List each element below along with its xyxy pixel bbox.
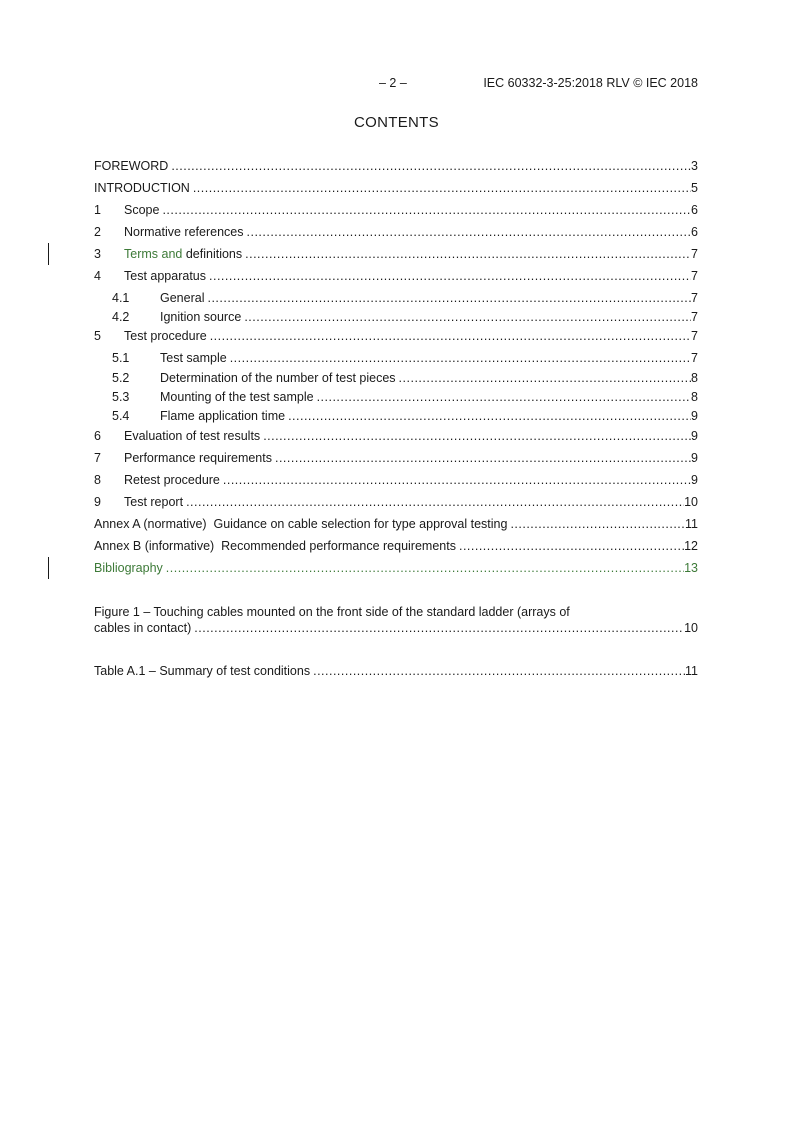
toc-entry-page: 6 xyxy=(691,203,698,217)
leader-dots xyxy=(459,538,684,554)
toc-entry[interactable] xyxy=(112,350,698,366)
change-bar-terms xyxy=(48,243,49,265)
toc-entry-title xyxy=(124,246,242,262)
toc-entry-page: 9 xyxy=(691,451,698,465)
toc-entry-number: 6 xyxy=(94,429,101,443)
page-header xyxy=(94,76,698,92)
document-id: IEC 60332-3-25:2018 RLV © IEC 2018 xyxy=(483,76,698,90)
toc-entry-title: Test procedure xyxy=(124,329,207,343)
leader-dots xyxy=(210,328,691,344)
table-a1-title: Table A.1 – Summary of test conditions xyxy=(94,664,311,678)
toc-entry-number: 4.1 xyxy=(112,291,130,305)
leader-dots xyxy=(209,268,691,284)
leader-dots xyxy=(317,389,691,405)
toc-entry[interactable] xyxy=(112,389,698,405)
toc-entry-number: 8 xyxy=(94,473,101,487)
toc-entry[interactable] xyxy=(94,328,698,344)
leader-dots xyxy=(166,560,684,576)
leader-dots xyxy=(510,516,685,532)
toc-entry-page: 6 xyxy=(691,225,698,239)
toc-entry[interactable] xyxy=(94,224,698,240)
toc-entry[interactable] xyxy=(94,450,698,466)
toc-entry-page: 9 xyxy=(691,429,698,443)
toc-entry-page: 8 xyxy=(691,371,698,385)
leader-dots xyxy=(207,290,691,306)
toc-entry-page: 7 xyxy=(691,351,698,365)
toc-entry-page: 3 xyxy=(691,159,698,173)
toc-entry[interactable] xyxy=(94,158,698,174)
toc-entry-page: 7 xyxy=(691,329,698,343)
toc-entry-title: Performance requirements xyxy=(124,451,272,465)
toc-entry-title: Bibliography xyxy=(94,561,163,575)
table-a1-entry[interactable] xyxy=(94,663,698,679)
leader-dots xyxy=(186,494,684,510)
leader-dots xyxy=(313,663,685,679)
toc-entry[interactable] xyxy=(94,202,698,218)
leader-dots xyxy=(194,620,684,636)
toc-entry-page: 7 xyxy=(691,269,698,283)
toc-entry[interactable] xyxy=(94,472,698,488)
leader-dots xyxy=(247,224,692,240)
toc-entry-title: Test sample xyxy=(160,351,227,365)
leader-dots xyxy=(399,370,692,386)
toc-entry[interactable] xyxy=(94,268,698,284)
toc-entry-title: General xyxy=(160,291,205,305)
toc-entry[interactable] xyxy=(94,516,698,532)
toc-entry-number: 5.2 xyxy=(112,371,130,385)
toc-entry-title: Annex B (informative) Recommended performance requirements xyxy=(94,539,456,553)
toc-entry[interactable] xyxy=(112,290,698,306)
toc-entry-number: 5.3 xyxy=(112,390,130,404)
leader-dots xyxy=(263,428,691,444)
toc-entry-title-changed: Terms and xyxy=(124,247,183,261)
toc-entry-page: 11 xyxy=(685,517,698,531)
leader-dots xyxy=(288,408,691,424)
toc-entry-title: Test apparatus xyxy=(124,269,206,283)
toc-entry-number: 4 xyxy=(94,269,101,283)
toc-entry-title: Flame application time xyxy=(160,409,286,423)
figure-1-title-cont: cables in contact) xyxy=(94,621,192,635)
page-number: – 2 – xyxy=(379,76,407,90)
toc-entry-number: 5.1 xyxy=(112,351,130,365)
toc-entry-number: 5 xyxy=(94,329,101,343)
figure-1-entry-line2[interactable] xyxy=(94,620,698,636)
toc-entry[interactable] xyxy=(94,494,698,510)
toc-entry-title-rest: definitions xyxy=(182,247,243,261)
toc-entry-title: Test report xyxy=(124,495,184,509)
toc-entry-number: 1 xyxy=(94,203,101,217)
figure-1-page: 10 xyxy=(684,621,698,635)
toc-entry-title: Evaluation of test results xyxy=(124,429,261,443)
toc-entry-title: Ignition source xyxy=(160,310,242,324)
toc-entry[interactable] xyxy=(94,180,698,196)
change-bar-bibliography xyxy=(48,557,49,579)
toc-entry-number: 7 xyxy=(94,451,101,465)
toc-entry-title: Annex A (normative) Guidance on cable selection for type approval testing xyxy=(94,517,508,531)
toc-entry-title: Determination of the number of test pieces xyxy=(160,371,396,385)
toc-entry-page: 12 xyxy=(684,539,698,553)
toc-entry-page: 10 xyxy=(684,495,698,509)
toc-entry-number: 3 xyxy=(94,247,101,261)
toc-entry-title: INTRODUCTION xyxy=(94,181,190,195)
leader-dots xyxy=(230,350,691,366)
leader-dots xyxy=(171,158,691,174)
figure-1-title: Figure 1 – Touching cables mounted on the front side of the standard ladder (arrays of xyxy=(94,605,570,619)
leader-dots xyxy=(162,202,691,218)
toc-entry-title: Normative references xyxy=(124,225,244,239)
table-a1-page: 11 xyxy=(685,664,698,678)
toc-entry-title: Scope xyxy=(124,203,160,217)
toc-entry[interactable] xyxy=(94,428,698,444)
toc-entry-page: 8 xyxy=(691,390,698,404)
toc-entry-title: Mounting of the test sample xyxy=(160,390,314,404)
toc-entry[interactable] xyxy=(94,560,698,576)
toc-entry[interactable] xyxy=(112,309,698,325)
toc-entry[interactable] xyxy=(94,538,698,554)
toc-entry-title: FOREWORD xyxy=(94,159,169,173)
leader-dots xyxy=(245,246,691,262)
leader-dots xyxy=(244,309,691,325)
toc-entry-title: Retest procedure xyxy=(124,473,220,487)
figure-1-entry-line1[interactable] xyxy=(94,604,698,620)
toc-entry-number: 5.4 xyxy=(112,409,130,423)
toc-entry-number: 2 xyxy=(94,225,101,239)
toc-entry[interactable] xyxy=(112,370,698,386)
toc-entry-page: 5 xyxy=(691,181,698,195)
toc-entry[interactable] xyxy=(94,246,698,262)
leader-dots xyxy=(275,450,691,466)
leader-dots xyxy=(223,472,691,488)
toc-entry-page: 9 xyxy=(691,409,698,423)
toc-entry-page: 13 xyxy=(684,561,698,575)
contents-title: CONTENTS xyxy=(354,114,439,131)
toc-entry-page: 7 xyxy=(691,310,698,324)
toc-entry-page: 7 xyxy=(691,291,698,305)
toc-entry[interactable] xyxy=(112,408,698,424)
toc-entry-page: 7 xyxy=(691,247,698,261)
toc-entry-page: 9 xyxy=(691,473,698,487)
toc-entry-number: 4.2 xyxy=(112,310,130,324)
leader-dots xyxy=(193,180,691,196)
toc-entry-number: 9 xyxy=(94,495,101,509)
